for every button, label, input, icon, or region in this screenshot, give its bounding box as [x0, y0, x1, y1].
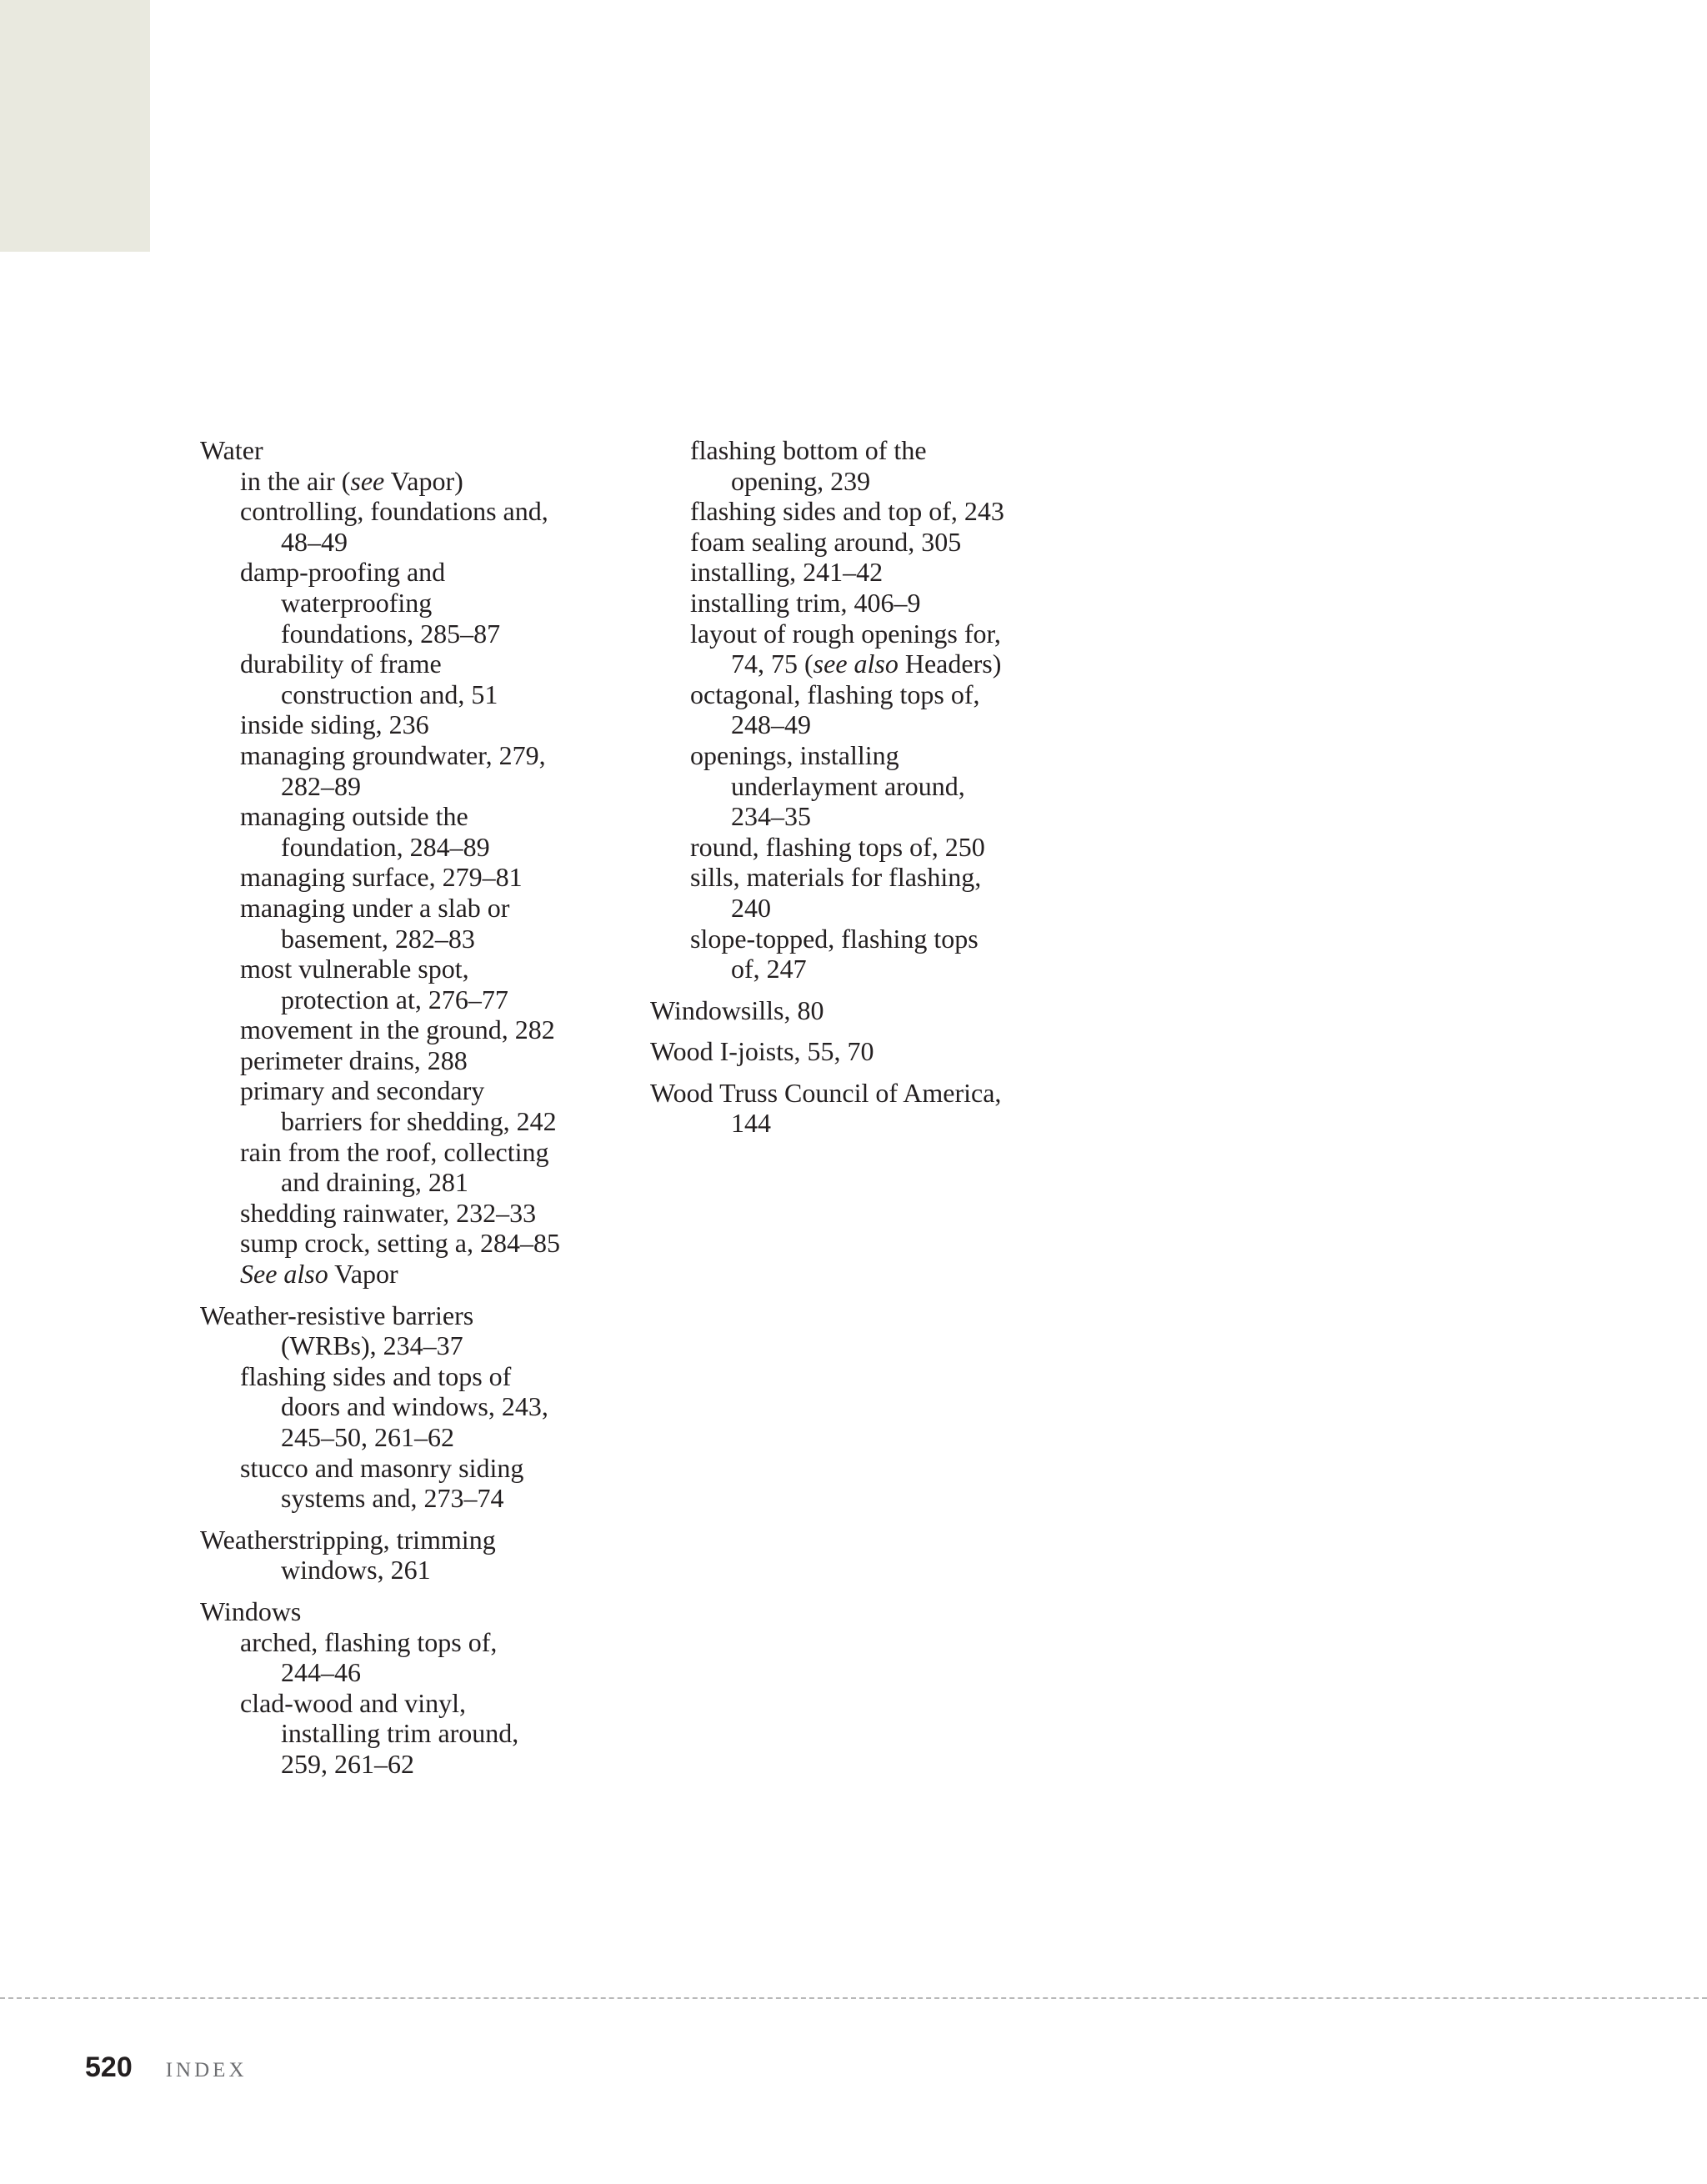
- index-heading-continuation: windows, 261: [281, 1555, 431, 1585]
- index-subentry: flashing sides and top of, 243: [690, 496, 1004, 527]
- index-subentry-continuation: underlayment around,: [731, 770, 965, 801]
- index-subentry: durability of frame: [240, 649, 442, 679]
- index-entry-weather-resistive-barriers: [200, 1300, 667, 1514]
- index-column-right: [650, 435, 1117, 1139]
- index-subentry: damp-proofing and: [240, 557, 446, 588]
- index-subentry-continuation: installing trim around,: [281, 1718, 519, 1749]
- index-subentry-continuation: 282–89: [281, 770, 361, 801]
- index-subentry: installing trim, 406–9: [690, 587, 921, 618]
- index-subentry-continuation: systems and, 273–74: [281, 1483, 504, 1514]
- index-subentry: flashing bottom of the: [690, 435, 927, 465]
- index-heading: Wood I-joists, 55, 70: [650, 1036, 874, 1067]
- index-subentry-continuation: opening, 239: [731, 465, 871, 496]
- index-subentry-continuation: 74, 75 (see also Headers): [731, 649, 1002, 679]
- index-subentry: controlling, foundations and,: [240, 496, 548, 527]
- index-subentry: flashing sides and tops of: [240, 1360, 512, 1391]
- page-number: 520: [85, 2051, 133, 2083]
- index-subentry: octagonal, flashing tops of,: [690, 679, 980, 709]
- index-entry-windows: [200, 1596, 667, 1780]
- index-subentry: shedding rainwater, 232–33: [240, 1197, 537, 1228]
- index-heading: Water: [200, 435, 263, 465]
- running-head: INDEX: [165, 2059, 248, 2081]
- index-entry-wood-i-joists: [650, 1036, 1117, 1067]
- index-heading-continuation: 144: [731, 1108, 771, 1139]
- index-subentry-continuation: 240: [731, 892, 771, 923]
- index-subentry-continuation: basement, 282–83: [281, 923, 475, 954]
- index-see-also: See also Vapor: [240, 1259, 398, 1290]
- index-subentry: in the air (see Vapor): [240, 465, 463, 496]
- index-heading: Weather-resistive barriers: [200, 1300, 474, 1330]
- see-reference-label: see: [350, 465, 385, 496]
- index-subentry: foam sealing around, 305: [690, 526, 962, 557]
- index-subentry-continuation: 48–49: [281, 526, 348, 557]
- index-subentry: managing outside the: [240, 801, 468, 832]
- page-footer: [85, 2051, 248, 2085]
- index-subentry: sills, materials for flashing,: [690, 862, 982, 893]
- index-heading: Weatherstripping, trimming: [200, 1524, 496, 1555]
- index-subentry-continuation: and draining, 281: [281, 1167, 468, 1198]
- index-entry-wood-truss-council: [650, 1078, 1117, 1139]
- index-subentry: inside siding, 236: [240, 709, 429, 740]
- index-column-left: [200, 435, 667, 1780]
- index-subentry: round, flashing tops of, 250: [690, 831, 985, 862]
- index-subentry-continuation: waterproofing: [281, 587, 433, 618]
- index-subentry-continuation: foundation, 284–89: [281, 831, 490, 862]
- index-entry-weatherstripping: [200, 1525, 667, 1585]
- index-subentry: perimeter drains, 288: [240, 1044, 468, 1075]
- page-tab-block: [0, 0, 150, 252]
- index-subentry-continuation: protection at, 276–77: [281, 984, 508, 1014]
- index-subentry: managing surface, 279–81: [240, 862, 523, 893]
- index-heading: Windowsills, 80: [650, 994, 824, 1025]
- index-subentry: installing, 241–42: [690, 557, 884, 588]
- index-subentry-continuation: foundations, 285–87: [281, 618, 501, 649]
- index-subentry-continuation: doors and windows, 243,: [281, 1391, 548, 1422]
- index-subentry-continuation: barriers for shedding, 242: [281, 1106, 557, 1137]
- index-heading: Windows: [200, 1595, 302, 1626]
- index-subentry: clad-wood and vinyl,: [240, 1687, 467, 1718]
- index-subentry: slope-topped, flashing tops: [690, 923, 979, 954]
- see-also-label: see also: [813, 649, 899, 679]
- index-subentry: openings, installing: [690, 739, 899, 770]
- index-subentry: arched, flashing tops of,: [240, 1626, 498, 1657]
- index-heading-continuation: (WRBs), 234–37: [281, 1330, 463, 1361]
- index-subentry-continuation: 234–35: [731, 801, 811, 832]
- index-subentry-continuation: 244–46: [281, 1657, 361, 1688]
- index-subentry: primary and secondary: [240, 1075, 485, 1106]
- footer-dashed-rule: [0, 1997, 1707, 1999]
- see-also-label: See also: [240, 1259, 328, 1290]
- index-entry-water: [200, 435, 667, 1290]
- index-subentry: layout of rough openings for,: [690, 618, 1001, 649]
- index-entry-windows-continued: [650, 435, 1117, 984]
- index-subentry: managing groundwater, 279,: [240, 739, 546, 770]
- index-heading: Wood Truss Council of America,: [650, 1077, 1002, 1108]
- index-subentry: stucco and masonry siding: [240, 1452, 524, 1483]
- index-subentry-continuation: 245–50, 261–62: [281, 1422, 454, 1452]
- index-subentry: sump crock, setting a, 284–85: [240, 1228, 560, 1259]
- index-entry-windowsills: [650, 995, 1117, 1026]
- index-subentry-continuation: 259, 261–62: [281, 1748, 414, 1779]
- index-subentry: rain from the roof, collecting: [240, 1136, 549, 1167]
- index-subentry-continuation: 248–49: [731, 709, 811, 740]
- index-subentry: managing under a slab or: [240, 892, 510, 923]
- index-subentry: movement in the ground, 282: [240, 1014, 555, 1045]
- index-subentry: most vulnerable spot,: [240, 954, 469, 984]
- index-subentry-continuation: construction and, 51: [281, 679, 498, 709]
- index-subentry-continuation: of, 247: [731, 954, 807, 984]
